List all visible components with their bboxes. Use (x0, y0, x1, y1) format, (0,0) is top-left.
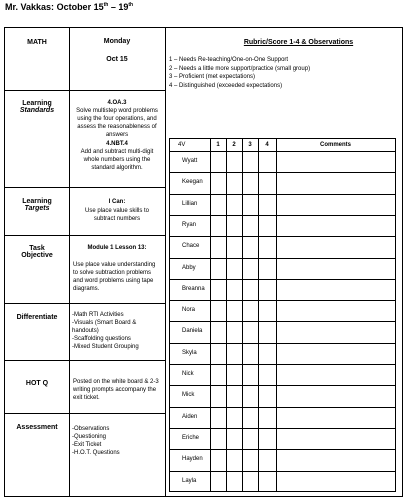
differentiate-list (72, 311, 162, 351)
student-name: Daniela (182, 328, 203, 335)
assessment-item: -H.O.T. Questions (72, 450, 120, 456)
standard-code-1: 4.OA.3 (107, 100, 127, 106)
targets-label (5, 198, 69, 212)
student-name: Skyla (182, 349, 197, 356)
row-divider (5, 187, 165, 188)
teacher-name: Mr. Vakkas: (5, 2, 55, 12)
standards-label (5, 100, 69, 114)
hotq-text: Posted on the white board & 2-3 writing prompts accompany the exit ticket. (73, 379, 159, 401)
student-row (170, 385, 395, 386)
targets-label-line1: Learning (22, 198, 52, 205)
grid-column-line (226, 139, 227, 491)
rubric-title: Rubric/Score 1-4 & Observations (243, 39, 354, 46)
differentiate-item: -Math RTI Activities (72, 312, 124, 318)
assessment-list (72, 425, 162, 457)
score-heading-4: 4 (265, 142, 269, 148)
assessment-item: -Questioning (72, 434, 107, 440)
page-header (5, 2, 133, 12)
student-row (170, 300, 395, 301)
lesson-plan-table (4, 27, 403, 497)
student-name: Ryan (182, 221, 197, 228)
student-name: Breanna (182, 285, 205, 292)
row-divider (5, 303, 165, 304)
targets-text: Use place value skills to subtract numbers (84, 208, 150, 222)
standard-code-2: 4.NBT.4 (106, 141, 128, 147)
student-name: Mick (182, 392, 195, 399)
date-start-suffix: th (103, 2, 109, 8)
date-start: October 15 (56, 2, 104, 12)
student-row (170, 215, 395, 216)
student-name: Nick (182, 371, 194, 377)
grid-column-line (210, 139, 211, 491)
student-name: Chace (182, 243, 200, 250)
student-row (170, 428, 395, 429)
assessment-item: -Observations (72, 426, 110, 432)
standard-text-1: Solve multistep word problems using the four operations, and assess the reasonableness of answers (76, 108, 158, 138)
differentiate-item: -Visuals (Smart Board & handouts) (72, 320, 137, 334)
rubric-item: 1 – Needs Re-teaching/One-on-One Support (169, 57, 289, 63)
date-end-suffix: th (128, 2, 134, 8)
day-heading: Monday (103, 38, 131, 45)
student-name: Abby (182, 264, 196, 271)
targets-label-italic: Targets (24, 205, 50, 212)
assessment-item: -Exit Ticket (72, 442, 102, 448)
student-row (170, 236, 395, 237)
student-row (170, 151, 395, 152)
rubric-item: 4 – Distinguished (exceeded expectations) (169, 83, 283, 89)
score-grid (169, 138, 396, 492)
date-end: – 19 (108, 2, 129, 12)
grid-column-line (242, 139, 243, 491)
hotq-label: HOT Q (25, 380, 49, 387)
column-divider (165, 28, 166, 496)
date-range (57, 2, 134, 12)
targets-heading: I Can: (108, 199, 126, 205)
rubric-item: 3 – Proficient (met expectations) (169, 74, 256, 80)
student-row (170, 364, 395, 365)
student-row (170, 172, 395, 173)
student-row (170, 343, 395, 344)
score-heading-2: 2 (232, 142, 236, 148)
student-row (170, 258, 395, 259)
grid-column-line (276, 139, 277, 491)
subject-heading: MATH (27, 39, 47, 46)
student-row (170, 194, 395, 195)
score-heading-1: 1 (216, 142, 220, 148)
task-label-line2: Objective (21, 252, 53, 259)
task-label-line1: Task (29, 245, 45, 252)
student-row (170, 321, 395, 322)
row-divider (5, 360, 165, 361)
student-name: Layla (182, 477, 197, 484)
task-heading: Module 1 Lesson 13: (87, 245, 147, 251)
task-text: Use place value understanding to solve subtraction problems and word problems using tape diagrams. (73, 262, 156, 292)
student-row (170, 449, 395, 450)
student-name: Aiden (182, 413, 198, 420)
student-name: Hayden (182, 456, 203, 463)
student-row (170, 279, 395, 280)
rubric-item: 2 – Needs a little more support/practice (small group) (169, 66, 311, 72)
differentiate-item: -Mixed Student Grouping (72, 344, 139, 350)
comments-heading: Comments (319, 142, 351, 148)
student-name: Eriche (182, 434, 200, 441)
row-divider (5, 90, 165, 91)
standards-label-line1: Learning (22, 100, 52, 107)
row-divider (5, 235, 165, 236)
targets-label-line2 (5, 205, 69, 212)
student-name: Wyatt (182, 158, 198, 164)
score-heading-3: 3 (248, 142, 252, 148)
student-name: Keegan (182, 179, 203, 186)
standards-label-line2 (5, 107, 69, 114)
task-label (5, 245, 69, 259)
student-row (170, 471, 395, 472)
student-name: Nora (182, 307, 196, 314)
row-divider (5, 413, 165, 414)
differentiate-item: -Scaffolding questions (72, 336, 131, 342)
assessment-label: Assessment (16, 424, 58, 431)
student-name: Lillian (182, 200, 198, 207)
class-heading: 4V (178, 142, 186, 148)
standard-text-2: Add and subtract multi-digit whole numbers using the standard algorithm. (80, 149, 154, 171)
grid-column-line (258, 139, 259, 491)
student-row (170, 407, 395, 408)
differentiate-label: Differentiate (16, 314, 58, 321)
date-heading: Oct 15 (106, 56, 128, 63)
standards-label-italic: Standards (19, 107, 55, 114)
